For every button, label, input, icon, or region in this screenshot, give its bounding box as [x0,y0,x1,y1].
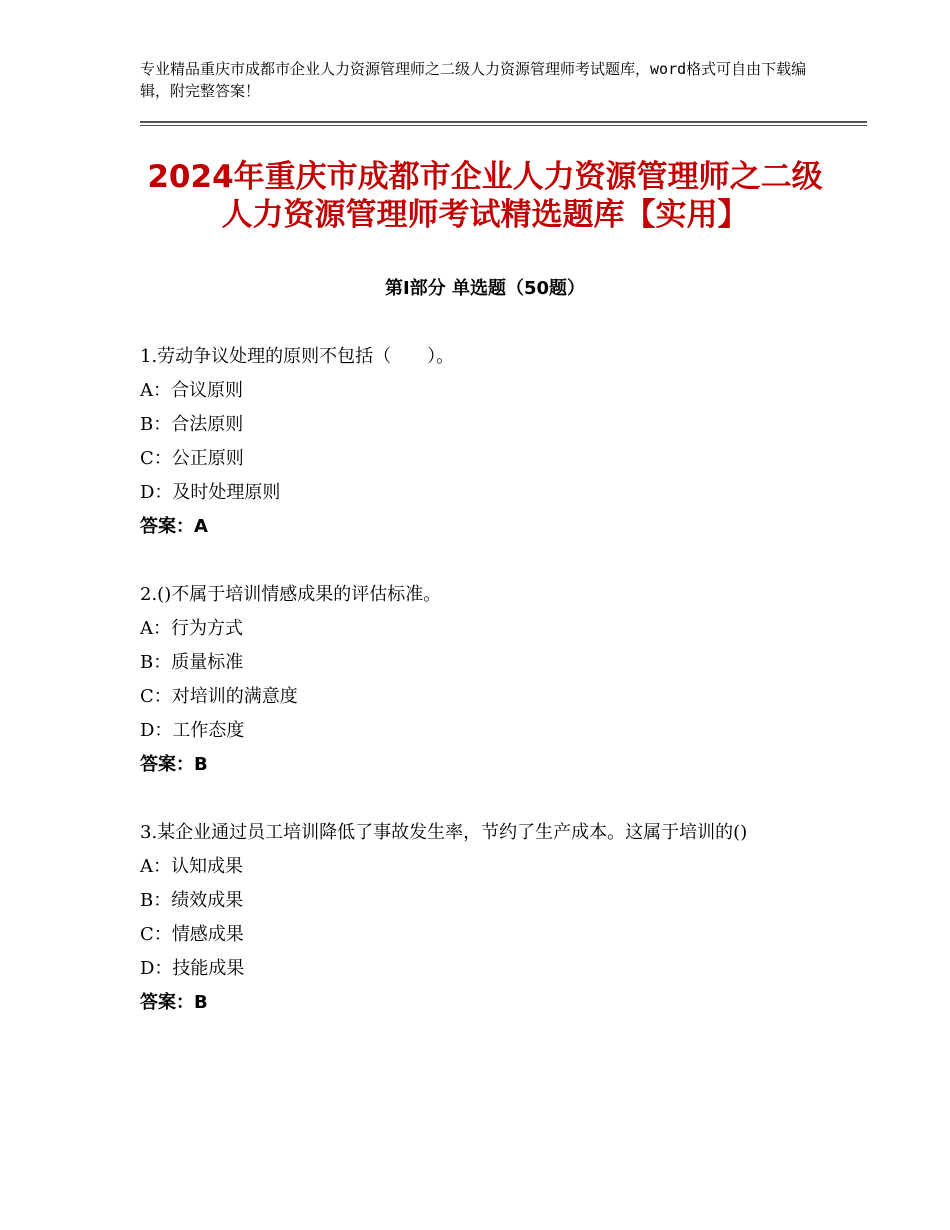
question-list [140,340,830,1054]
option-c: C：对培训的满意度 [140,686,298,707]
question-stem: 3.某企业通过员工培训降低了事故发生率，节约了生产成本。这属于培训的() [140,822,748,843]
option-a: A：认知成果 [140,856,243,877]
question-item [140,340,830,544]
option-c: C：公正原则 [140,448,244,469]
header-note: 专业精品重庆市成都市企业人力资源管理师之二级人力资源管理师考试题库，word格式可自由下载编辑，附完整答案！ [140,60,807,100]
option-b: B：质量标准 [140,652,244,673]
header-divider [140,121,867,126]
option-b: B：合法原则 [140,414,244,435]
answer: 答案：B [140,754,208,775]
section-heading: 第Ⅰ部分 单选题（50题） [384,278,585,299]
answer: 答案：A [140,516,208,537]
question-stem: 1.劳动争议处理的原则不包括（ ）。 [140,346,455,367]
option-a: A：合议原则 [140,380,243,401]
option-b: B：绩效成果 [140,890,244,911]
option-d: D：技能成果 [140,958,245,979]
option-d: D：及时处理原则 [140,482,281,503]
option-d: D：工作态度 [140,720,245,741]
question-item [140,816,830,1020]
question-item [140,578,830,782]
option-c: C：情感成果 [140,924,244,945]
document-title: 2024年重庆市成都市企业人力资源管理师之二级人力资源管理师考试精选题库【实用】 [147,159,823,233]
answer: 答案：B [140,992,208,1013]
question-stem: 2.()不属于培训情感成果的评估标准。 [140,584,442,605]
option-a: A：行为方式 [140,618,243,639]
